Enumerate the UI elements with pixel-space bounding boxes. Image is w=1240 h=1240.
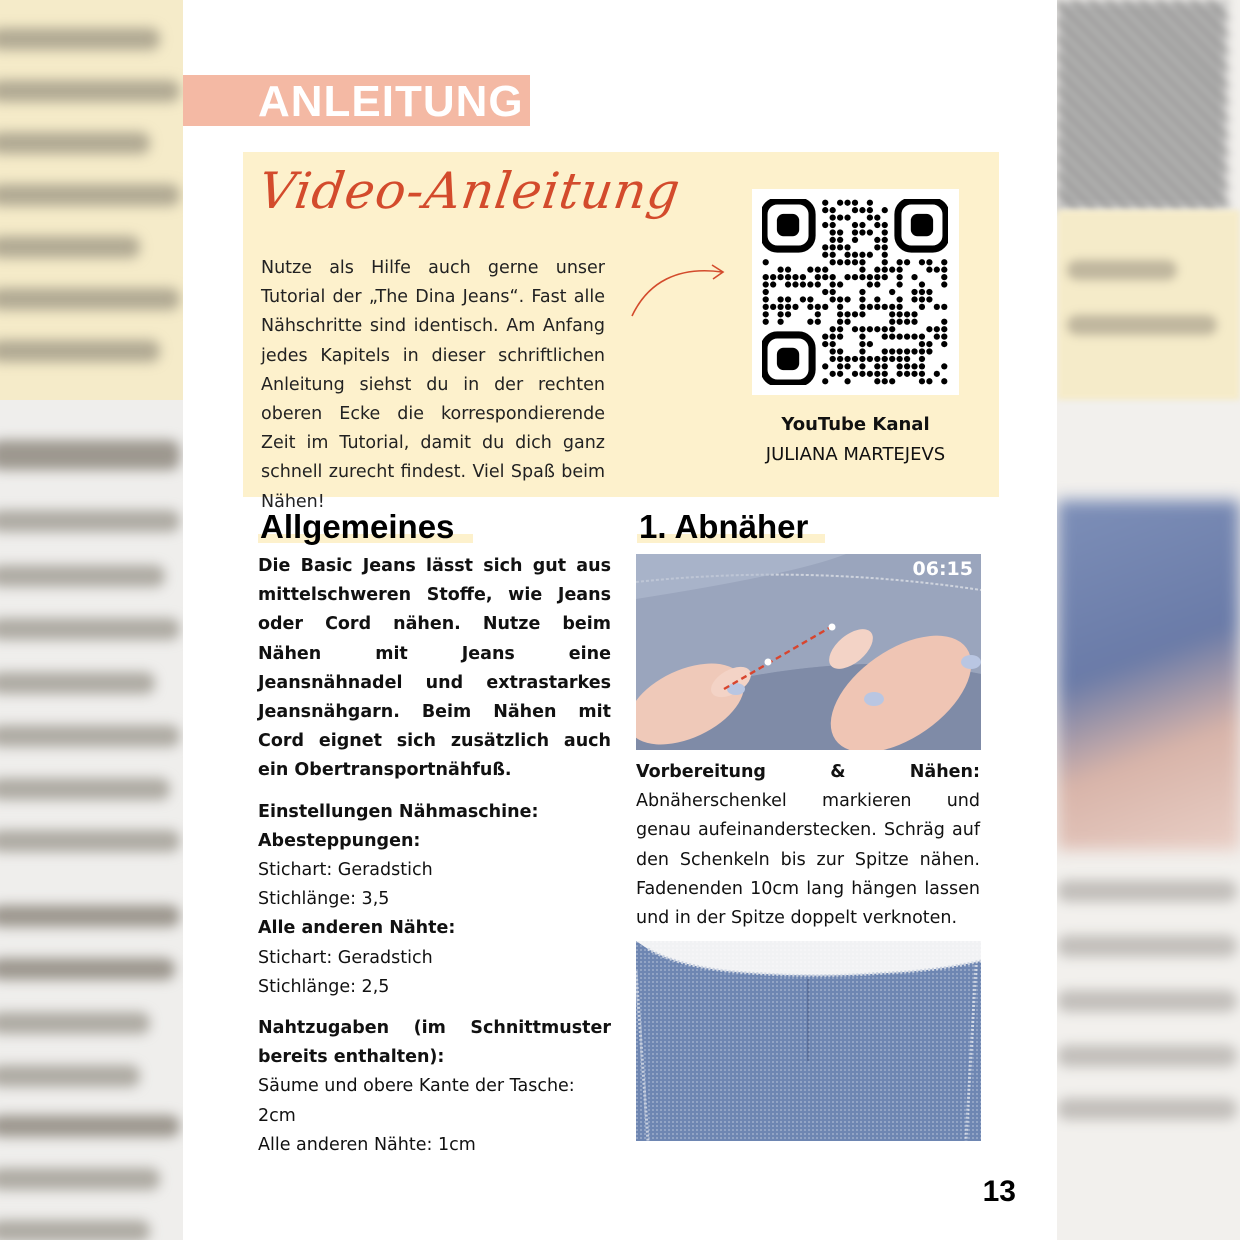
dart-pinning-photo <box>636 554 981 750</box>
video-tutorial-box <box>243 152 999 512</box>
general-intro: Die Basic Jeans lässt sich gut aus mittelschweren Stoffe, wie Jeans oder Cord nähen. Nutze beim Nähen mit Jeans eine Jeansnähnadel und extrastarkes Jeansnähgarn. Beim Nähen mit Cord eignet sich zusätzlich auch ein Obertransportnähfuß. <box>258 556 611 781</box>
seam-allowance-other: Alle anderen Nähte: 1cm <box>258 1134 476 1155</box>
finished-dart-illustration <box>636 941 981 1141</box>
topstitch-stitch: Stichart: Geradstich <box>258 860 433 881</box>
dart-step-label: Vorbereitung & Nähen: <box>636 762 980 782</box>
general-info-column <box>258 552 611 1160</box>
youtube-channel-label: YouTube Kanal <box>781 414 930 435</box>
heading-abnaeher: 1. Abnäher <box>639 508 808 546</box>
background-left-page <box>0 0 183 1240</box>
dart-step-text: Abnäherschenkel markieren und genau aufeinanderstecken. Schräg auf den Schenkeln bis zur Spitze nähen. Fadenenden 10cm lang hängen lassen und in der Spitze doppelt verknoten. <box>636 791 980 929</box>
section-tag <box>183 75 530 126</box>
seam-allowance-hem: Säume und obere Kante der Tasche: 2cm <box>258 1076 575 1126</box>
other-seams-heading: Alle anderen Nähte: <box>258 918 456 939</box>
other-seams-length: Stichlänge: 2,5 <box>258 976 390 997</box>
section-label: ANLEITUNG <box>258 77 524 126</box>
dart-instructions <box>636 758 980 933</box>
background-right-page <box>1057 0 1240 1240</box>
qr-code[interactable] <box>752 189 959 395</box>
topstitch-length: Stichlänge: 3,5 <box>258 889 390 910</box>
seam-allowance-heading: Nahtzugaben (im Schnittmuster bereits enthalten): <box>258 1018 611 1068</box>
video-text: Nutze als Hilfe auch gerne unser Tutorial der „The Dina Jeans“. Fast alle Nähschritte sind identisch. Am Anfang jedes Kapitels in dieser schriftlichen Anleitung siehst du in der rechten oberen Ecke die korrespondierende Zeit im Tutorial, damit du dich ganz schnell zurecht findest. Viel Spaß beim Nähen! <box>261 258 605 512</box>
qr-code-icon <box>762 199 948 385</box>
other-seams-stitch: Stichart: Geradstich <box>258 947 433 968</box>
tutorial-timestamp: 06:15 <box>912 558 973 580</box>
page-number: 13 <box>982 1175 1016 1208</box>
page <box>183 0 1057 1240</box>
heading-allgemeines: Allgemeines <box>260 508 454 546</box>
topstitch-heading: Abesteppungen: <box>258 830 421 851</box>
settings-heading: Einstellungen Nähmaschine: <box>258 801 539 822</box>
video-title: Video-Anleitung <box>254 162 685 220</box>
arrow-icon <box>628 260 728 320</box>
youtube-channel-name: JULIANA MARTEJEVS <box>765 444 946 465</box>
finished-dart-photo <box>636 941 981 1141</box>
dart-photo-illustration <box>636 554 981 750</box>
